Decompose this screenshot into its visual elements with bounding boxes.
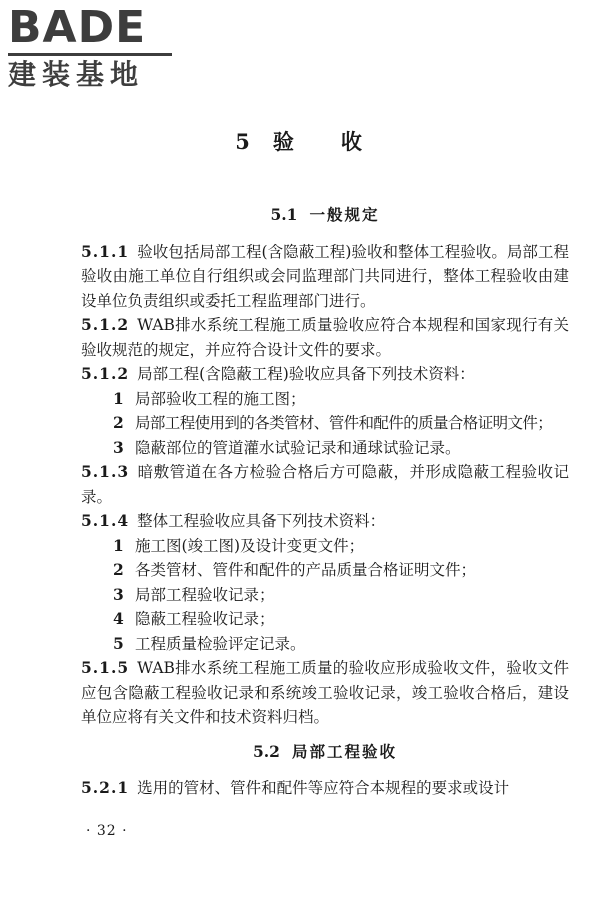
clause-5-1-2b (81, 362, 569, 387)
logo-brand-text: BADE (8, 2, 147, 53)
clause-text: 整体工程验收应具备下列技术资料： (137, 512, 386, 530)
clause-number: 5.1.5 (81, 658, 130, 677)
item-number: 5 (113, 633, 124, 653)
list-item (81, 632, 569, 657)
clause-text: 暗敷管道在各方检验合格后方可隐蔽，并形成隐蔽工程验收记录。 (81, 463, 569, 506)
item-number: 1 (113, 535, 124, 555)
chapter-title-part2: 收 (340, 129, 365, 154)
item-text: 施工图(竣工图)及设计变更文件； (135, 536, 365, 555)
list-item (81, 436, 569, 461)
chapter-title-part1: 验 (272, 129, 297, 154)
clause-text: 选用的管材、管件和配件等应符合本规程的要求或设计 (137, 779, 510, 797)
logo-divider (8, 53, 172, 56)
clause-number: 5.1.4 (81, 511, 130, 530)
clause-text: 局部工程(含隐蔽工程)验收应具备下列技术资料： (137, 365, 475, 383)
clause-5-2-1 (81, 776, 569, 801)
clause-text: WAB排水系统工程施工质量验收应符合本规程和国家现行有关验收规范的规定，并应符合设计文件的要求。 (81, 316, 569, 359)
item-text: 局部工程使用到的各类管材、管件和配件的质量合格证明文件； (135, 414, 553, 432)
clause-5-1-2a (81, 313, 569, 362)
item-text: 各类管材、管件和配件的产品质量合格证明文件； (135, 561, 477, 579)
clause-5-1-4 (81, 509, 569, 534)
item-number: 2 (113, 413, 124, 432)
clause-5-1-5 (81, 656, 569, 730)
list-item (81, 583, 569, 608)
list-item (81, 607, 569, 632)
section-number: 5.2 (253, 741, 280, 761)
section-heading-5-2 (81, 740, 569, 765)
item-number: 3 (113, 437, 124, 457)
clause-number: 5.1.2 (81, 364, 130, 383)
list-item (81, 411, 569, 436)
item-text: 局部验收工程的施工图； (135, 389, 306, 408)
document-body (81, 203, 569, 801)
section-title-text: 局部工程验收 (291, 741, 397, 761)
clause-number: 5.2.1 (81, 778, 130, 797)
clause-5-1-3 (81, 460, 569, 509)
clause-5-1-1 (81, 240, 569, 314)
clause-number: 5.1.1 (81, 241, 130, 261)
section-number: 5.1 (270, 205, 298, 224)
clause-text: 验收包括局部工程(含隐蔽工程)验收和整体工程验收。局部工程验收由施工单位自行组织或会同监理部门共同进行，整体工程验收由建设单位负责组织或委托工程监理部门进行。 (81, 242, 569, 310)
clause-text: WAB排水系统工程施工质量的验收应形成验收文件，验收文件应包含隐蔽工程验收记录和系统竣工验收记录，竣工验收合格后，建设单位应将有关文件和技术资料归档。 (81, 659, 569, 726)
item-text: 工程质量检验评定记录。 (135, 634, 306, 653)
item-number: 3 (113, 584, 124, 604)
page-number: · 32 · (86, 823, 128, 839)
item-text: 局部工程验收记录； (135, 585, 275, 604)
chapter-title (0, 126, 600, 156)
list-item (81, 558, 569, 583)
list-item (81, 534, 569, 559)
clause-number: 5.1.3 (81, 462, 130, 481)
list-item (81, 387, 569, 412)
item-text: 隐蔽工程验收记录； (135, 610, 275, 628)
logo-subtitle: 建装基地 (8, 58, 145, 91)
clause-number: 5.1.2 (81, 315, 130, 334)
item-number: 2 (113, 560, 124, 579)
item-number: 1 (113, 388, 124, 408)
section-heading-5-1 (81, 203, 569, 228)
site-logo (8, 2, 176, 91)
item-text: 隐蔽部位的管道灌水试验记录和通球试验记录。 (135, 438, 461, 457)
item-number: 4 (113, 609, 124, 628)
section-title-text: 一般规定 (309, 205, 380, 224)
chapter-number: 5 (235, 129, 253, 154)
